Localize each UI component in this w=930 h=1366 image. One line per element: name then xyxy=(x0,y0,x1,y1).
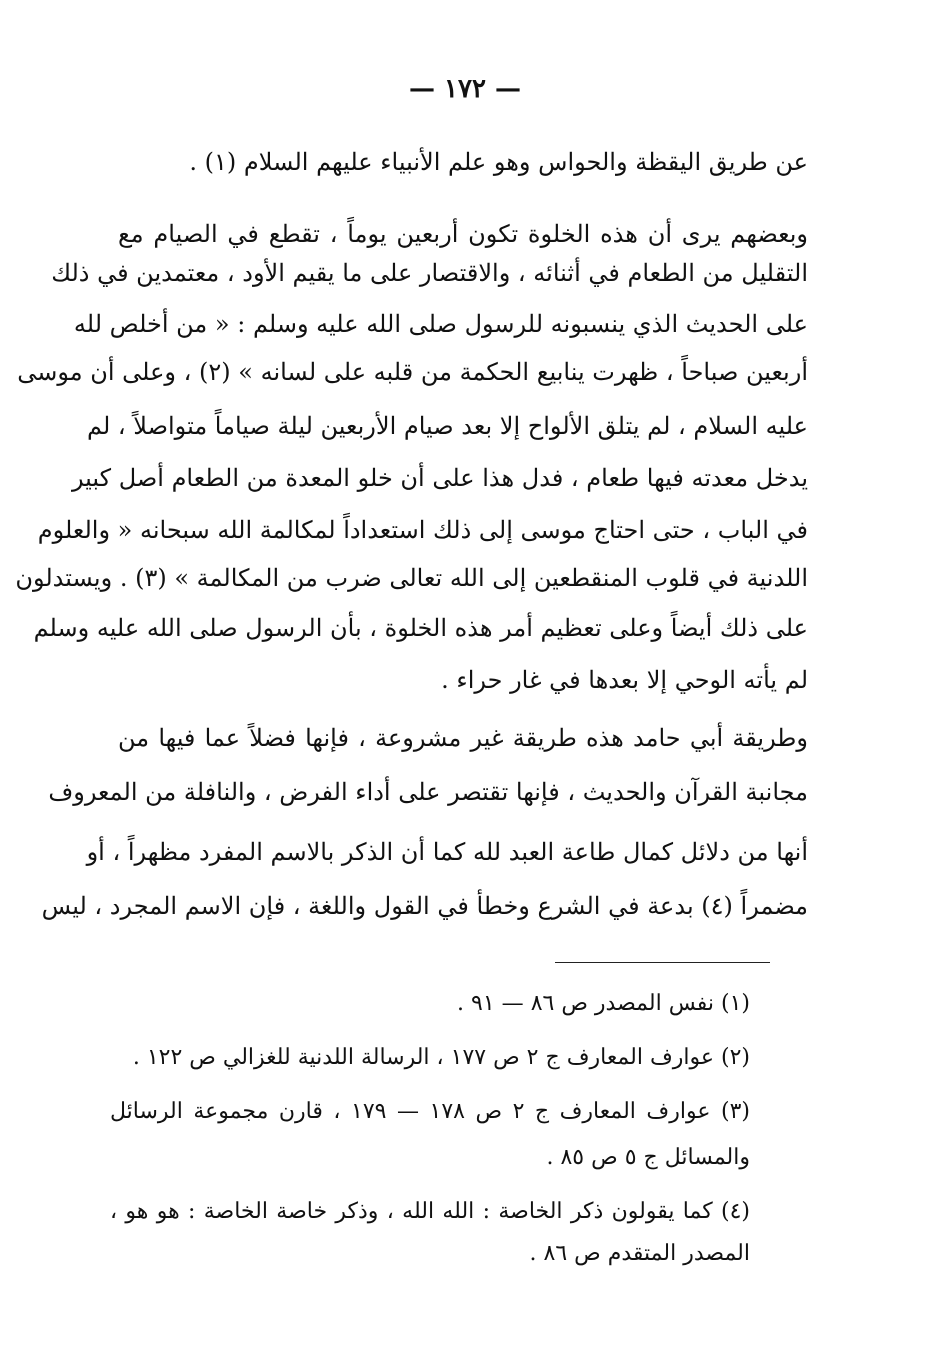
body-line: لم يأته الوحي إلا بعدها في غار حراء . xyxy=(441,666,808,694)
body-line: أربعين صباحاً ، ظهرت ينابيع الحكمة من قلبه على لسانه » (٢) ، وعلى أن موسى xyxy=(17,358,808,386)
body-line: اللدنية في قلوب المنقطعين إلى الله تعالى ضرب من المكالمة » (٣) . ويستدلون xyxy=(15,564,808,592)
body-line: أنها من دلائل كمال طاعة العبد لله كما أن الذكر بالاسم المفرد مظهراً ، أو xyxy=(86,838,808,866)
footnote: (١) نفس المصدر ص ٨٦ — ٩١ . xyxy=(457,991,750,1016)
footnote-continuation: المصدر المتقدم ص ٨٦ . xyxy=(529,1241,750,1266)
body-line: يدخل معدته فيها طعام ، فدل هذا على أن خلو المعدة من الطعام أصل كبير xyxy=(71,464,808,492)
footnote: (٣) عوارف المعارف ج ٢ ص ١٧٨ — ١٧٩ ، قارن مجموعة الرسائل xyxy=(110,1099,750,1124)
footnote: (٤) كما يقولون ذكر الخاصة : الله الله ، وذكر خاصة الخاصة : هو هو ، xyxy=(110,1199,750,1224)
body-line: وبعضهم يرى أن هذه الخلوة تكون أربعين يوماً ، تقطع في الصيام مع xyxy=(118,220,808,248)
body-line: مجانبة القرآن والحديث ، فإنها تقتصر على أداء الفرض ، والنافلة من المعروف xyxy=(48,778,808,806)
footnote-continuation: والمسائل ج ٥ ص ٨٥ . xyxy=(546,1145,750,1170)
footnote-separator xyxy=(555,962,770,963)
footnote: (٢) عوارف المعارف ج ٢ ص ١٧٧ ، الرسالة اللدنية للغزالي ص ١٢٢ . xyxy=(132,1045,750,1070)
body-line: التقليل من الطعام في أثنائه ، والاقتصار على ما يقيم الأود ، معتمدين في ذلك xyxy=(51,259,808,287)
body-line: عليه السلام ، لم يتلق الألواح إلا بعد صيام الأربعين ليلة صياماً متواصلاً ، لم xyxy=(87,412,808,440)
body-line: على ذلك أيضاً وعلى تعظيم أمر هذه الخلوة ، بأن الرسول صلى الله عليه وسلم xyxy=(33,614,808,642)
body-line: مضمراً (٤) بدعة في الشرع وخطأ في القول واللغة ، فإن الاسم المجرد ، ليس xyxy=(41,892,808,920)
body-line: وطريقة أبي حامد هذه طريقة غير مشروعة ، فإنها فضلاً عما فيها من xyxy=(118,724,808,752)
body-line: عن طريق اليقظة والحواس وهو علم الأنبياء عليهم السلام (١) . xyxy=(189,148,808,176)
page-number: — ١٧٢ — xyxy=(408,74,522,104)
body-line: في الباب ، حتى احتاج موسى إلى ذلك استعداداً لمكالمة الله سبحانه « والعلوم xyxy=(37,516,808,544)
body-line: على الحديث الذي ينسبونه للرسول صلى الله عليه وسلم : « من أخلص لله xyxy=(73,310,808,338)
